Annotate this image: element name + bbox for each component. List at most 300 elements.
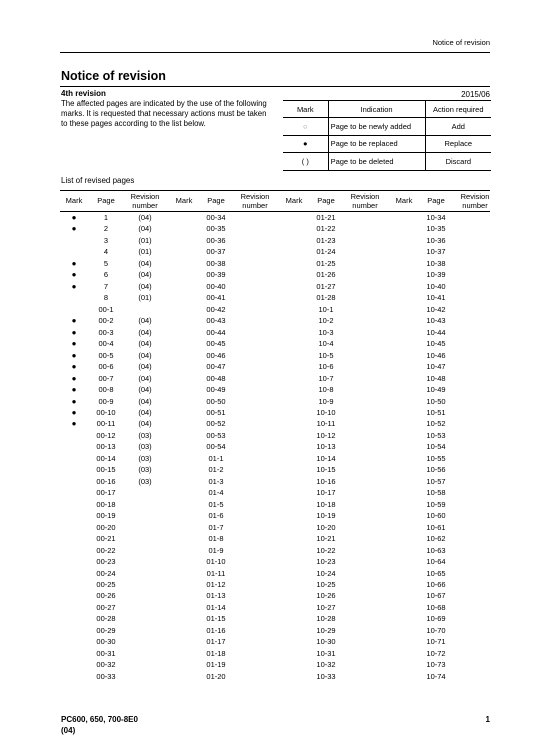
- row-page: 6: [103, 270, 109, 280]
- list-row: [171, 212, 275, 223]
- list-column-2: [171, 212, 275, 682]
- list-row: [391, 418, 495, 429]
- legend-row-add: [283, 118, 491, 135]
- row-page: 00-17: [96, 488, 116, 498]
- list-row: [281, 499, 385, 510]
- row-page: 10-6: [318, 362, 334, 372]
- row-page: 00-34: [206, 213, 226, 222]
- list-row: [171, 441, 275, 452]
- list-row: [281, 522, 385, 533]
- list-row: [391, 602, 495, 613]
- row-page: 10-69: [426, 614, 446, 624]
- row-page: 10-8: [318, 385, 334, 395]
- row-page: 10-60: [426, 511, 446, 521]
- row-revision: (01): [138, 247, 152, 257]
- row-page: 10-57: [426, 476, 446, 486]
- legend-table: [283, 100, 491, 171]
- row-revision: (04): [138, 224, 152, 234]
- list-row: [171, 453, 275, 464]
- row-page: 10-13: [316, 442, 336, 452]
- running-header: Notice of revision: [432, 38, 490, 47]
- row-mark: ●: [71, 362, 77, 372]
- row-page: 10-23: [316, 557, 336, 567]
- list-row: [391, 522, 495, 533]
- row-page: 01-7: [208, 522, 224, 532]
- list-row: [281, 556, 385, 567]
- row-page: 10-32: [316, 660, 336, 670]
- list-row: [171, 373, 275, 384]
- list-row: [391, 350, 495, 361]
- row-page: 00-30: [96, 637, 116, 647]
- row-page: 10-72: [426, 648, 446, 658]
- list-row: [61, 235, 165, 246]
- list-row: [61, 476, 165, 487]
- row-mark: ●: [71, 350, 77, 360]
- row-page: 10-49: [426, 385, 446, 395]
- row-page: 00-14: [96, 453, 116, 463]
- row-page: 00-24: [96, 568, 116, 578]
- list-row: [171, 487, 275, 498]
- row-page: 00-23: [96, 557, 116, 567]
- list-row: [281, 579, 385, 590]
- row-mark: ●: [71, 281, 77, 291]
- row-page: 10-14: [316, 453, 336, 463]
- list-row: [61, 292, 165, 303]
- row-revision: (04): [138, 281, 152, 291]
- row-page: 10-70: [426, 625, 446, 635]
- row-page: 00-54: [206, 442, 226, 452]
- row-page: 10-27: [316, 602, 336, 612]
- legend-mark-add: ○: [283, 118, 328, 135]
- row-page: 00-44: [206, 327, 226, 337]
- row-page: 00-40: [206, 281, 226, 291]
- row-page: 00-31: [96, 648, 116, 658]
- list-row: [171, 648, 275, 659]
- list-title: List of revised pages: [61, 176, 135, 185]
- list-row: [61, 373, 165, 384]
- list-row: [391, 327, 495, 338]
- row-page: 01-15: [206, 614, 226, 624]
- list-row: [391, 212, 495, 223]
- row-page: 10-64: [426, 557, 446, 567]
- list-header-top-rule: [60, 190, 490, 191]
- row-mark: ●: [71, 407, 77, 417]
- row-page: 10-9: [318, 396, 334, 406]
- list-row: [61, 590, 165, 601]
- list-row: [281, 304, 385, 315]
- row-revision: (04): [138, 339, 152, 349]
- list-row: [61, 522, 165, 533]
- row-page: 00-15: [96, 465, 116, 475]
- row-page: 00-22: [96, 545, 116, 555]
- list-row: [171, 235, 275, 246]
- col-header-page: Page: [97, 196, 115, 205]
- row-page: 01-8: [208, 534, 224, 544]
- list-row: [171, 223, 275, 234]
- list-row: [171, 361, 275, 372]
- list-row: [61, 636, 165, 647]
- list-row: [281, 464, 385, 475]
- list-row: [391, 338, 495, 349]
- row-page: 01-2: [208, 465, 224, 475]
- row-page: 10-1: [318, 304, 334, 314]
- list-row: [391, 590, 495, 601]
- row-revision: (04): [138, 419, 152, 429]
- list-row: [171, 476, 275, 487]
- row-page: 10-18: [316, 499, 336, 509]
- row-page: 00-13: [96, 442, 116, 452]
- list-row: [171, 464, 275, 475]
- row-page: 10-51: [426, 407, 446, 417]
- row-page: 01-10: [206, 557, 226, 567]
- row-page: 00-1: [98, 304, 114, 314]
- row-page: 00-16: [96, 476, 116, 486]
- legend-header-indication: Indication: [328, 101, 425, 118]
- list-row: [171, 636, 275, 647]
- row-page: 10-58: [426, 488, 446, 498]
- list-row: [391, 545, 495, 556]
- row-page: 4: [103, 247, 109, 257]
- row-page: 00-28: [96, 614, 116, 624]
- row-page: 8: [103, 293, 109, 303]
- list-row: [391, 613, 495, 624]
- list-row: [171, 269, 275, 280]
- col-header-revision-line2: number: [132, 200, 158, 210]
- list-row: [391, 384, 495, 395]
- list-row: [281, 625, 385, 636]
- list-row: [61, 510, 165, 521]
- row-page: 10-15: [316, 465, 336, 475]
- list-row: [281, 648, 385, 659]
- row-page: 10-66: [426, 580, 446, 589]
- row-page: 10-46: [426, 350, 446, 360]
- row-page: 10-34: [426, 213, 446, 222]
- row-page: 10-74: [426, 671, 446, 681]
- row-mark: ●: [71, 316, 77, 326]
- header-rule: [60, 52, 490, 53]
- list-row: [281, 281, 385, 292]
- list-row: [281, 269, 385, 280]
- list-row: [281, 384, 385, 395]
- list-row: [61, 315, 165, 326]
- row-page: 00-20: [96, 522, 116, 532]
- legend-row-delete: [283, 153, 491, 170]
- col-header-revision-number: [347, 193, 383, 210]
- list-row: [391, 533, 495, 544]
- list-column-1: [61, 212, 165, 682]
- list-row: [171, 315, 275, 326]
- row-page: 01-20: [206, 671, 226, 681]
- list-row: [281, 327, 385, 338]
- row-page: 10-28: [316, 614, 336, 624]
- intro-text: The affected pages are indicated by the use of the following marks. It is requested that necessary actions must be taken to these pages according to the list below.: [61, 99, 267, 128]
- row-page: 00-37: [206, 247, 226, 257]
- col-header-page: Page: [317, 196, 335, 205]
- row-mark: ●: [71, 270, 77, 280]
- list-row: [391, 671, 495, 682]
- col-header-revision-number: [237, 193, 273, 210]
- row-mark: ●: [71, 396, 77, 406]
- col-header-mark: Mark: [285, 196, 303, 205]
- legend-header-action: Action required: [425, 101, 491, 118]
- list-row: [171, 613, 275, 624]
- list-row: [391, 430, 495, 441]
- list-row: [391, 258, 495, 269]
- row-page: 00-26: [96, 591, 116, 601]
- list-row: [391, 453, 495, 464]
- list-row: [281, 292, 385, 303]
- legend-mark-replace: ●: [283, 135, 328, 152]
- list-row: [171, 625, 275, 636]
- row-page: 10-59: [426, 499, 446, 509]
- title-rule: [60, 86, 490, 87]
- list-row: [61, 545, 165, 556]
- row-page: 1: [103, 213, 109, 222]
- list-row: [281, 246, 385, 257]
- row-page: 01-25: [316, 258, 336, 268]
- list-row: [391, 568, 495, 579]
- list-row: [281, 476, 385, 487]
- list-row: [281, 671, 385, 682]
- list-row: [61, 407, 165, 418]
- row-page: 00-21: [96, 534, 116, 544]
- list-row: [281, 350, 385, 361]
- row-page: 10-10: [316, 407, 336, 417]
- col-header-revision-line2: number: [242, 200, 268, 210]
- row-revision: (01): [138, 293, 152, 303]
- list-row: [391, 373, 495, 384]
- row-page: 00-11: [96, 419, 116, 429]
- list-row: [171, 384, 275, 395]
- row-page: 01-11: [206, 568, 226, 578]
- row-page: 00-6: [98, 362, 114, 372]
- row-page: 10-47: [426, 362, 446, 372]
- row-page: 10-65: [426, 568, 446, 578]
- row-revision: (04): [138, 362, 152, 372]
- row-mark: ●: [71, 224, 77, 234]
- list-row: [281, 338, 385, 349]
- list-row: [171, 338, 275, 349]
- list-row: [281, 235, 385, 246]
- row-page: 10-61: [426, 522, 446, 532]
- list-row: [281, 533, 385, 544]
- row-page: 10-56: [426, 465, 446, 475]
- list-row: [61, 304, 165, 315]
- row-page: 00-29: [96, 625, 116, 635]
- list-row: [391, 281, 495, 292]
- row-revision: (03): [138, 430, 152, 440]
- col-header-revision-line1: Revision: [460, 192, 490, 201]
- row-revision: (04): [138, 396, 152, 406]
- list-row: [391, 625, 495, 636]
- page-title: Notice of revision: [61, 69, 166, 83]
- legend-indication-replace: Page to be replaced: [328, 135, 425, 152]
- list-row: [171, 671, 275, 682]
- row-page: 10-40: [426, 281, 446, 291]
- row-page: 01-19: [206, 660, 226, 670]
- list-row: [281, 373, 385, 384]
- legend-indication-add: Page to be newly added: [328, 118, 425, 135]
- row-page: 00-45: [206, 339, 226, 349]
- row-page: 01-13: [206, 591, 226, 601]
- row-page: 10-19: [316, 511, 336, 521]
- row-page: 01-4: [208, 488, 224, 498]
- row-page: 00-27: [96, 602, 116, 612]
- revision-label: 4th revision: [61, 89, 106, 98]
- col-header-revision-line1: Revision: [130, 192, 160, 201]
- col-header-mark: Mark: [65, 196, 83, 205]
- list-row: [391, 636, 495, 647]
- list-row: [391, 304, 495, 315]
- list-row: [171, 510, 275, 521]
- row-page: 10-41: [426, 293, 446, 303]
- row-page: 10-33: [316, 671, 336, 681]
- row-page: 00-49: [206, 385, 226, 395]
- row-page: 01-22: [316, 224, 336, 234]
- col-header-revision-number: [457, 193, 493, 210]
- row-page: 3: [103, 235, 109, 245]
- list-row: [61, 350, 165, 361]
- row-page: 01-26: [316, 270, 336, 280]
- list-row: [61, 453, 165, 464]
- row-page: 10-48: [426, 373, 446, 383]
- list-row: [61, 533, 165, 544]
- list-row: [281, 258, 385, 269]
- row-page: 00-41: [206, 293, 226, 303]
- col-header-revision-line1: Revision: [350, 192, 380, 201]
- row-page: 10-24: [316, 568, 336, 578]
- row-page: 10-20: [316, 522, 336, 532]
- row-page: 10-30: [316, 637, 336, 647]
- row-page: 00-25: [96, 580, 116, 589]
- col-header-page: Page: [207, 196, 225, 205]
- row-page: 10-26: [316, 591, 336, 601]
- legend-mark-delete: ( ): [283, 153, 328, 170]
- row-revision: (04): [138, 327, 152, 337]
- list-row: [281, 396, 385, 407]
- list-row: [61, 258, 165, 269]
- list-row: [391, 269, 495, 280]
- footer-model: PC600, 650, 700-8E0: [61, 715, 138, 724]
- row-page: 10-53: [426, 430, 446, 440]
- list-row: [171, 533, 275, 544]
- list-column-4: [391, 212, 495, 682]
- row-page: 10-25: [316, 580, 336, 589]
- row-page: 00-2: [98, 316, 114, 326]
- row-page: 00-53: [206, 430, 226, 440]
- col-header-mark: Mark: [395, 196, 413, 205]
- row-page: 00-46: [206, 350, 226, 360]
- list-row: [281, 659, 385, 670]
- list-row: [171, 545, 275, 556]
- row-page: 00-4: [98, 339, 114, 349]
- row-page: 00-5: [98, 350, 114, 360]
- row-mark: ●: [71, 373, 77, 383]
- row-page: 10-4: [318, 339, 334, 349]
- row-revision: (03): [138, 465, 152, 475]
- list-row: [61, 487, 165, 498]
- row-revision: (03): [138, 453, 152, 463]
- revision-date: 2015/06: [461, 90, 490, 99]
- row-page: 01-6: [208, 511, 224, 521]
- list-row: [171, 350, 275, 361]
- list-row: [391, 292, 495, 303]
- row-page: 10-73: [426, 660, 446, 670]
- list-row: [61, 579, 165, 590]
- row-page: 10-50: [426, 396, 446, 406]
- list-row: [61, 499, 165, 510]
- row-page: 10-62: [426, 534, 446, 544]
- row-page: 10-67: [426, 591, 446, 601]
- list-row: [391, 499, 495, 510]
- list-row: [281, 407, 385, 418]
- row-page: 01-27: [316, 281, 336, 291]
- col-header-revision-line2: number: [462, 200, 488, 210]
- list-row: [61, 464, 165, 475]
- row-page: 10-52: [426, 419, 446, 429]
- legend-header-row: [283, 101, 491, 118]
- col-header-revision-number: [127, 193, 163, 210]
- row-page: 00-47: [206, 362, 226, 372]
- list-row: [281, 441, 385, 452]
- list-row: [391, 441, 495, 452]
- list-row: [391, 361, 495, 372]
- list-row: [171, 258, 275, 269]
- list-row: [391, 487, 495, 498]
- list-row: [61, 659, 165, 670]
- footer-page-number: 1: [485, 715, 490, 724]
- row-page: 10-43: [426, 316, 446, 326]
- list-row: [61, 430, 165, 441]
- list-row: [61, 613, 165, 624]
- list-row: [281, 453, 385, 464]
- list-row: [171, 281, 275, 292]
- row-page: 00-32: [96, 660, 116, 670]
- row-page: 00-39: [206, 270, 226, 280]
- list-row: [391, 396, 495, 407]
- list-row: [391, 579, 495, 590]
- row-page: 10-39: [426, 270, 446, 280]
- list-row: [281, 568, 385, 579]
- legend-action-replace: Replace: [425, 135, 491, 152]
- row-page: 01-23: [316, 235, 336, 245]
- list-row: [391, 235, 495, 246]
- legend-action-add: Add: [425, 118, 491, 135]
- row-mark: ●: [71, 327, 77, 337]
- row-revision: (01): [138, 235, 152, 245]
- list-row: [281, 602, 385, 613]
- list-row: [391, 476, 495, 487]
- row-revision: (03): [138, 442, 152, 452]
- row-page: 01-14: [206, 602, 226, 612]
- list-row: [171, 396, 275, 407]
- row-page: 10-55: [426, 453, 446, 463]
- list-row: [171, 522, 275, 533]
- list-row: [391, 659, 495, 670]
- col-header-revision-line1: Revision: [240, 192, 270, 201]
- list-row: [61, 441, 165, 452]
- row-revision: (04): [138, 350, 152, 360]
- list-row: [391, 648, 495, 659]
- row-page: 5: [103, 258, 109, 268]
- list-row: [61, 556, 165, 567]
- list-row: [61, 212, 165, 223]
- row-page: 01-18: [206, 648, 226, 658]
- row-page: 10-38: [426, 258, 446, 268]
- row-page: 01-21: [316, 213, 336, 222]
- list-row: [61, 648, 165, 659]
- list-row: [61, 625, 165, 636]
